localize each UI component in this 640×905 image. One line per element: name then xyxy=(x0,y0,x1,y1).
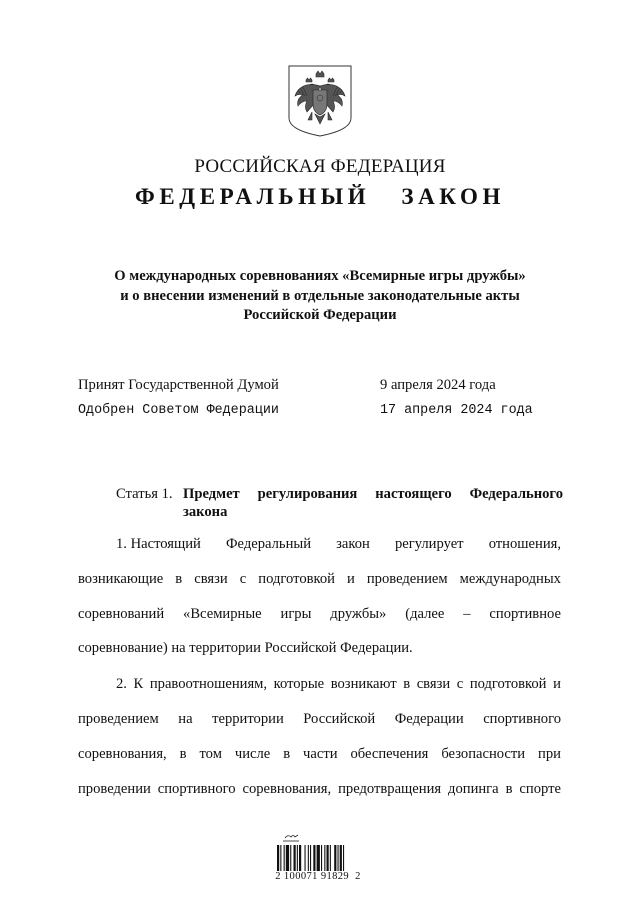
word: с xyxy=(456,676,464,692)
word: проведением xyxy=(78,711,159,727)
word: в xyxy=(403,676,411,692)
duma-date: 9 апреля 2024 года xyxy=(380,377,496,393)
word: и xyxy=(347,571,355,587)
coat-of-arms-icon xyxy=(286,64,354,138)
word: соревнований xyxy=(78,606,165,622)
article-name-word: настоящего xyxy=(375,486,452,502)
document-type: ФЕДЕРАЛЬНЫЙ ЗАКОН xyxy=(135,184,505,209)
word: которые xyxy=(273,676,325,692)
word: дружбы» xyxy=(330,606,387,622)
word: в xyxy=(179,746,187,762)
article-name xyxy=(183,485,563,521)
paragraph-1-line xyxy=(78,606,561,623)
paragraph-2-line xyxy=(116,676,561,693)
article-name-word: Федерального xyxy=(469,486,563,502)
word: допинга xyxy=(448,781,499,797)
paragraph-1-line xyxy=(78,571,561,588)
word: части xyxy=(303,746,338,762)
word: в xyxy=(283,746,291,762)
word: в xyxy=(175,571,183,587)
law-title-line: Российской Федерации xyxy=(243,307,397,323)
word: спортивное xyxy=(489,606,561,622)
word: спорте xyxy=(519,781,561,797)
word: подготовкой xyxy=(258,571,335,587)
word: игры xyxy=(280,606,312,622)
word: числе xyxy=(234,746,271,762)
word: подготовкой xyxy=(469,676,547,692)
word: спортивного xyxy=(157,781,236,797)
law-title xyxy=(80,267,560,326)
word: регулирует xyxy=(394,536,464,552)
paragraph-2-line xyxy=(78,711,561,728)
word: и xyxy=(553,676,561,692)
word: связи xyxy=(194,571,228,587)
word: возникают xyxy=(330,676,397,692)
word: Федерации xyxy=(394,711,464,727)
word: международных xyxy=(459,571,561,587)
word: 1. Настоящий xyxy=(116,536,201,552)
country-name: РОССИЙСКАЯ ФЕДЕРАЦИЯ xyxy=(194,156,446,177)
word: связи xyxy=(416,676,451,692)
word: соревнования, xyxy=(242,781,332,797)
word: на xyxy=(178,711,193,727)
word: предотвращения xyxy=(338,781,442,797)
word: правоотношениям, xyxy=(149,676,268,692)
word: «Всемирные xyxy=(183,606,262,622)
council-date: 17 апреля 2024 года xyxy=(380,403,533,418)
stamp-mark-icon xyxy=(283,835,299,841)
word: К xyxy=(133,676,144,692)
article-name-word: регулирования xyxy=(257,486,358,502)
word: спортивного xyxy=(483,711,561,727)
word: Российской xyxy=(303,711,376,727)
word: проведением xyxy=(366,571,448,587)
barcode-number: 2 100071 91829 2 xyxy=(275,871,361,882)
word: обеспечения xyxy=(350,746,429,762)
paragraph-1-line xyxy=(116,536,561,553)
word: – xyxy=(463,606,471,622)
word: возникающие xyxy=(78,571,164,587)
law-title-line: и о внесении изменений в отдельные законодательные акты xyxy=(120,287,520,304)
law-title-line: О международных соревнованиях «Всемирные игры дружбы» xyxy=(114,268,526,284)
word: (далее xyxy=(405,606,445,622)
word: отношения, xyxy=(488,536,561,552)
word: Федеральный xyxy=(226,536,311,552)
article-name-word: закона xyxy=(183,504,228,520)
paragraph-1-line xyxy=(78,640,561,657)
paragraph-2-line xyxy=(78,781,561,798)
word: с xyxy=(239,571,247,587)
word: проведении xyxy=(78,781,151,797)
word: при xyxy=(538,746,561,762)
word: том xyxy=(199,746,222,762)
paragraph-2-line xyxy=(78,746,561,763)
council-label: Одобрен Советом Федерации xyxy=(78,403,279,418)
article-number: Статья 1. xyxy=(116,486,173,502)
word: 2. xyxy=(116,676,127,692)
word: территории xyxy=(212,711,284,727)
word: безопасности xyxy=(441,746,526,762)
word: в xyxy=(505,781,513,797)
article-name-word: Предмет xyxy=(183,486,240,502)
duma-label: Принят Государственной Думой xyxy=(78,377,279,393)
word: закон xyxy=(336,536,370,552)
word: соревнования, xyxy=(78,746,167,762)
word: соревнование) на территории Российской Федерации. xyxy=(78,640,413,656)
